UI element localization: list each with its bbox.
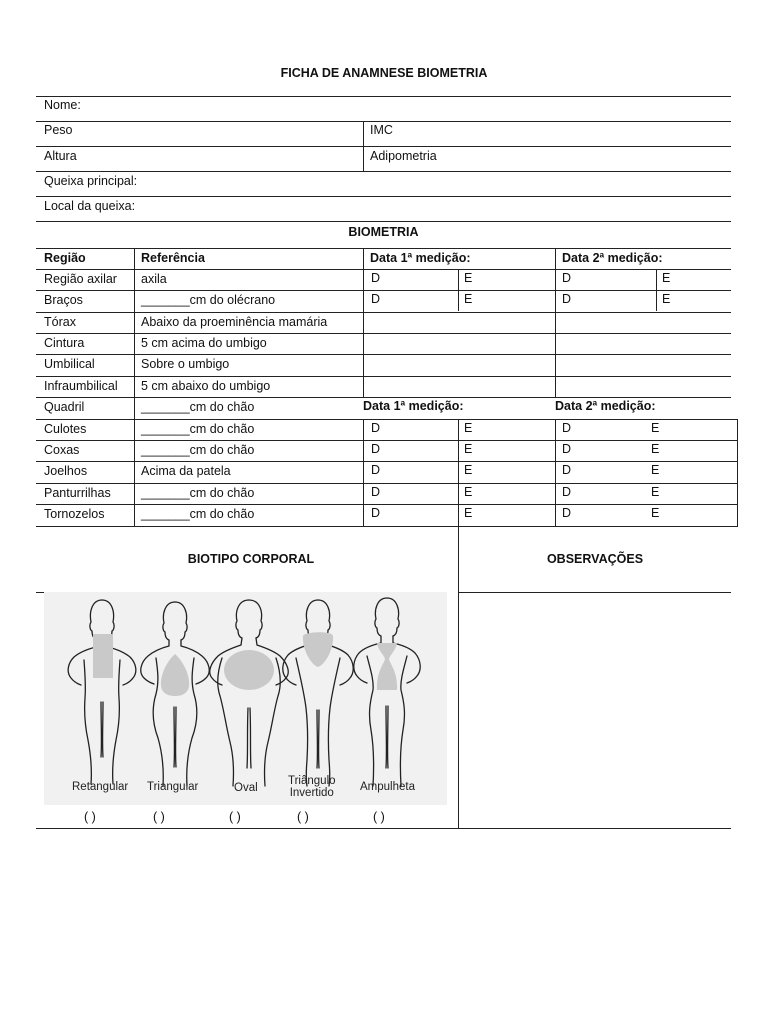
figure-triangulo-invertido [283, 600, 353, 786]
cell-data1-d[interactable]: D [371, 485, 381, 499]
cell-data1-d[interactable]: D [371, 506, 381, 520]
field-nome[interactable]: Nome: [44, 98, 81, 112]
cell-regiao: Joelhos [44, 464, 88, 478]
cell-data2-d[interactable]: D [562, 485, 572, 499]
cell-referencia: _______cm do chão [141, 400, 255, 414]
biometria-heading: BIOMETRIA [348, 225, 419, 239]
divider [36, 592, 44, 593]
cell-data1-e[interactable]: E [464, 442, 473, 456]
divider [36, 828, 731, 829]
shape-triangle [161, 654, 189, 696]
form-title: FICHA DE ANAMNESE BIOMETRIA [280, 66, 488, 80]
cell-data2-e[interactable]: E [662, 292, 671, 306]
col-divider [458, 269, 459, 311]
observacoes-area[interactable] [458, 593, 731, 827]
cell-referencia: 5 cm acima do umbigo [141, 336, 267, 350]
cell-referencia: Abaixo da proeminência mamária [141, 315, 328, 329]
divider [36, 196, 731, 197]
checkbox-triangulo-invertido[interactable]: ( ) [297, 810, 309, 824]
cell-data2-d[interactable]: D [562, 506, 572, 520]
field-peso[interactable]: Peso [44, 123, 73, 137]
label-ampulheta: Ampulheta [360, 781, 415, 793]
cell-regiao: Umbilical [44, 357, 95, 371]
cell-data1-d[interactable]: D [371, 442, 381, 456]
cell-referencia: Sobre o umbigo [141, 357, 230, 371]
header-data-2: Data 2ª medição: [562, 251, 663, 265]
cell-referencia: _______cm do chão [141, 422, 255, 436]
header-regiao: Região [44, 251, 86, 265]
divider [36, 221, 731, 222]
row-divider [36, 290, 731, 291]
cell-regiao: Coxas [44, 443, 80, 457]
shape-hourglass [377, 643, 397, 690]
label-retangular: Retangular [72, 781, 129, 793]
figure-ampulheta [354, 598, 420, 786]
row-divider [36, 312, 731, 313]
field-queixa-principal[interactable]: Queixa principal: [44, 174, 138, 188]
divider [363, 121, 364, 171]
cell-referencia: _______cm do chão [141, 507, 255, 521]
cell-regiao: Panturrilhas [44, 486, 111, 500]
divider [36, 526, 458, 527]
cell-data2-e[interactable]: E [651, 421, 660, 435]
header-data-1: Data 1ª medição: [370, 251, 471, 265]
divider [36, 146, 731, 147]
col-divider [363, 419, 364, 526]
figure-oval [210, 600, 288, 786]
cell-data1-e[interactable]: E [464, 292, 473, 306]
shape-oval [224, 650, 274, 690]
divider [36, 96, 731, 97]
observacoes-heading: OBSERVAÇÕES [546, 552, 644, 566]
cell-referencia: axila [141, 272, 167, 286]
shape-inverted-triangle [303, 632, 333, 667]
label-oval: Oval [234, 782, 258, 794]
cell-data2-d[interactable]: D [562, 442, 572, 456]
field-altura[interactable]: Altura [44, 149, 77, 163]
body-shapes-illustration [44, 592, 447, 805]
body-shapes-figures [44, 592, 447, 805]
col-divider [363, 248, 364, 398]
row-divider [36, 504, 738, 505]
header-referencia: Referência [141, 251, 205, 265]
cell-referencia: _______cm do chão [141, 486, 255, 500]
cell-data1-e[interactable]: E [464, 485, 473, 499]
col-divider [458, 419, 459, 526]
row-divider [36, 440, 738, 441]
cell-data1-e[interactable]: E [464, 421, 473, 435]
cell-regiao: Quadril [44, 400, 85, 414]
cell-data1-d[interactable]: D [371, 271, 381, 285]
cell-regiao: Região axilar [44, 272, 117, 286]
cell-data1-e[interactable]: E [464, 271, 473, 285]
field-adipometria[interactable]: Adipometria [370, 149, 437, 163]
cell-regiao: Tornozelos [44, 507, 105, 521]
cell-data2-e[interactable]: E [651, 485, 660, 499]
divider [36, 248, 731, 249]
cell-regiao: Infraumbilical [44, 379, 118, 393]
cell-data2-e[interactable]: E [651, 463, 660, 477]
biotipo-heading: BIOTIPO CORPORAL [187, 552, 315, 566]
row-divider [36, 269, 731, 270]
divider [36, 171, 731, 172]
cell-data2-d[interactable]: D [562, 271, 572, 285]
col-divider [656, 269, 657, 311]
cell-data2-d[interactable]: D [562, 292, 572, 306]
cell-data1-e[interactable]: E [464, 506, 473, 520]
row-divider [36, 333, 731, 334]
cell-data1-e[interactable]: E [464, 463, 473, 477]
cell-data2-e[interactable]: E [651, 442, 660, 456]
col-divider [134, 248, 135, 526]
cell-regiao: Braços [44, 293, 83, 307]
field-local-queixa[interactable]: Local da queixa: [44, 199, 136, 213]
cell-referencia: _______cm do olécrano [141, 293, 276, 307]
divider [36, 121, 731, 122]
cell-data2-d[interactable]: D [562, 421, 572, 435]
lower-header-data-1: Data 1ª medição: [363, 399, 464, 413]
row-divider [36, 397, 731, 398]
cell-referencia: 5 cm abaixo do umbigo [141, 379, 271, 393]
shape-rectangle [93, 634, 113, 678]
cell-data2-e[interactable]: E [662, 271, 671, 285]
checkbox-oval[interactable]: ( ) [229, 810, 241, 824]
row-divider [36, 354, 731, 355]
cell-referencia: _______cm do chão [141, 443, 255, 457]
cell-data2-e[interactable]: E [651, 506, 660, 520]
cell-data1-d[interactable]: D [371, 292, 381, 306]
col-divider [555, 248, 556, 398]
cell-regiao: Tórax [44, 315, 76, 329]
cell-referencia: Acima da patela [141, 464, 231, 478]
row-divider [36, 483, 738, 484]
checkbox-ampulheta[interactable]: ( ) [373, 810, 385, 824]
field-imc[interactable]: IMC [370, 123, 393, 137]
cell-data2-d[interactable]: D [562, 463, 572, 477]
cell-regiao: Cintura [44, 336, 85, 350]
label-triangular: Triangular [147, 781, 199, 793]
cell-data1-d[interactable]: D [371, 463, 381, 477]
label-triangulo-invertido: Triângulo Invertido [288, 775, 336, 799]
figure-retangular [68, 600, 136, 784]
cell-regiao: Culotes [44, 422, 87, 436]
checkbox-triangular[interactable]: ( ) [153, 810, 165, 824]
row-divider [36, 419, 738, 420]
row-divider [36, 461, 738, 462]
lower-header-data-2: Data 2ª medição: [555, 399, 656, 413]
col-divider [555, 419, 556, 526]
cell-data1-d[interactable]: D [371, 421, 381, 435]
col-divider [737, 419, 738, 526]
checkbox-retangular[interactable]: ( ) [84, 810, 96, 824]
row-divider [36, 376, 731, 377]
